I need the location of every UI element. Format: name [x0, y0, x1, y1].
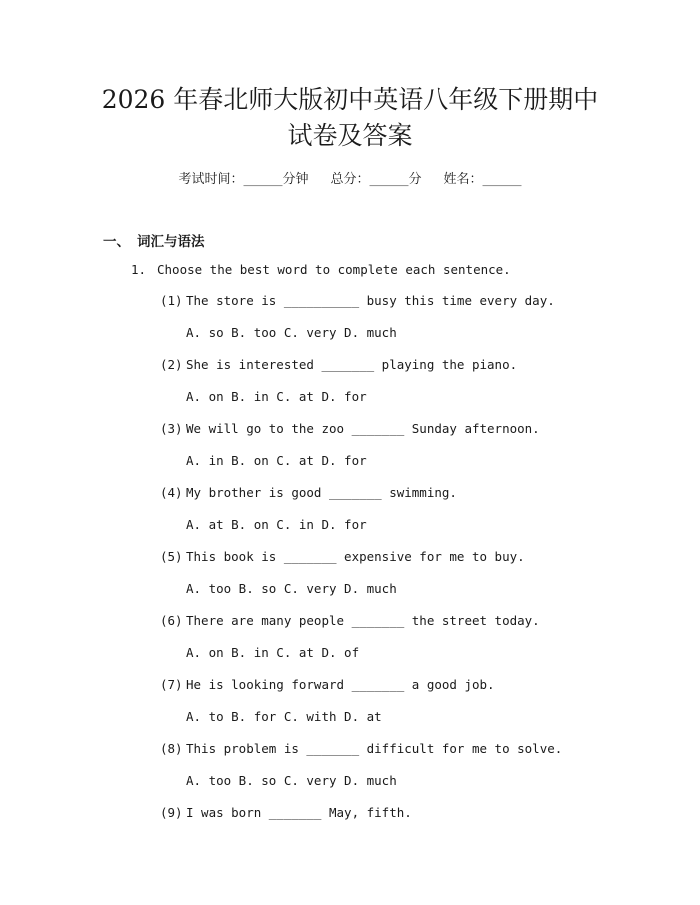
section-title: 词汇与语法	[137, 234, 205, 250]
question-item	[160, 741, 680, 789]
question-item	[160, 805, 680, 821]
exam-info	[0, 168, 700, 187]
item-stem: This problem is _______ difficult for me to solve.	[186, 741, 563, 756]
item-stem: The store is __________ busy this time every day.	[186, 293, 555, 308]
question-item	[160, 293, 680, 341]
section-number: 一、	[103, 234, 130, 250]
item-number: (4)	[160, 485, 183, 500]
item-number: (6)	[160, 613, 183, 628]
section-heading	[103, 230, 205, 250]
exam-time-field: 考试时间：______分钟	[178, 172, 309, 187]
question-item	[160, 357, 680, 405]
item-number: (1)	[160, 293, 183, 308]
item-options: A. on B. in C. at D. of	[186, 645, 360, 660]
item-number: (9)	[160, 805, 183, 820]
document-title	[0, 82, 700, 154]
item-options: A. to B. for C. with D. at	[186, 709, 382, 724]
question-instruction: Choose the best word to complete each sentence.	[157, 262, 511, 277]
item-number: (2)	[160, 357, 183, 372]
total-score-field: 总分：______分	[330, 172, 422, 187]
question-heading	[131, 262, 511, 277]
item-options: A. so B. too C. very D. much	[186, 325, 397, 340]
student-name-field: 姓名：______	[443, 172, 522, 187]
item-options: A. in B. on C. at D. for	[186, 453, 367, 468]
question-item	[160, 677, 680, 725]
question-items	[160, 293, 680, 837]
item-options: A. too B. so C. very D. much	[186, 581, 397, 596]
item-options: A. at B. on C. in D. for	[186, 517, 367, 532]
title-line-2: 试卷及答案	[287, 121, 413, 150]
item-stem: She is interested _______ playing the piano.	[186, 357, 518, 372]
item-stem: There are many people _______ the street today.	[186, 613, 540, 628]
item-number: (3)	[160, 421, 183, 436]
item-stem: I was born _______ May, fifth.	[186, 805, 412, 820]
item-number: (7)	[160, 677, 183, 692]
question-number: 1.	[131, 262, 147, 277]
item-options: A. too B. so C. very D. much	[186, 773, 397, 788]
item-number: (5)	[160, 549, 183, 564]
question-item	[160, 485, 680, 533]
item-stem: We will go to the zoo _______ Sunday afternoon.	[186, 421, 540, 436]
item-stem: My brother is good _______ swimming.	[186, 485, 457, 500]
question-item	[160, 613, 680, 661]
question-item	[160, 549, 680, 597]
item-number: (8)	[160, 741, 183, 756]
item-stem: He is looking forward _______ a good job.	[186, 677, 495, 692]
question-item	[160, 421, 680, 469]
item-options: A. on B. in C. at D. for	[186, 389, 367, 404]
title-line-1: 2026 年春北师大版初中英语八年级下册期中	[101, 85, 599, 114]
item-stem: This book is _______ expensive for me to buy.	[186, 549, 525, 564]
